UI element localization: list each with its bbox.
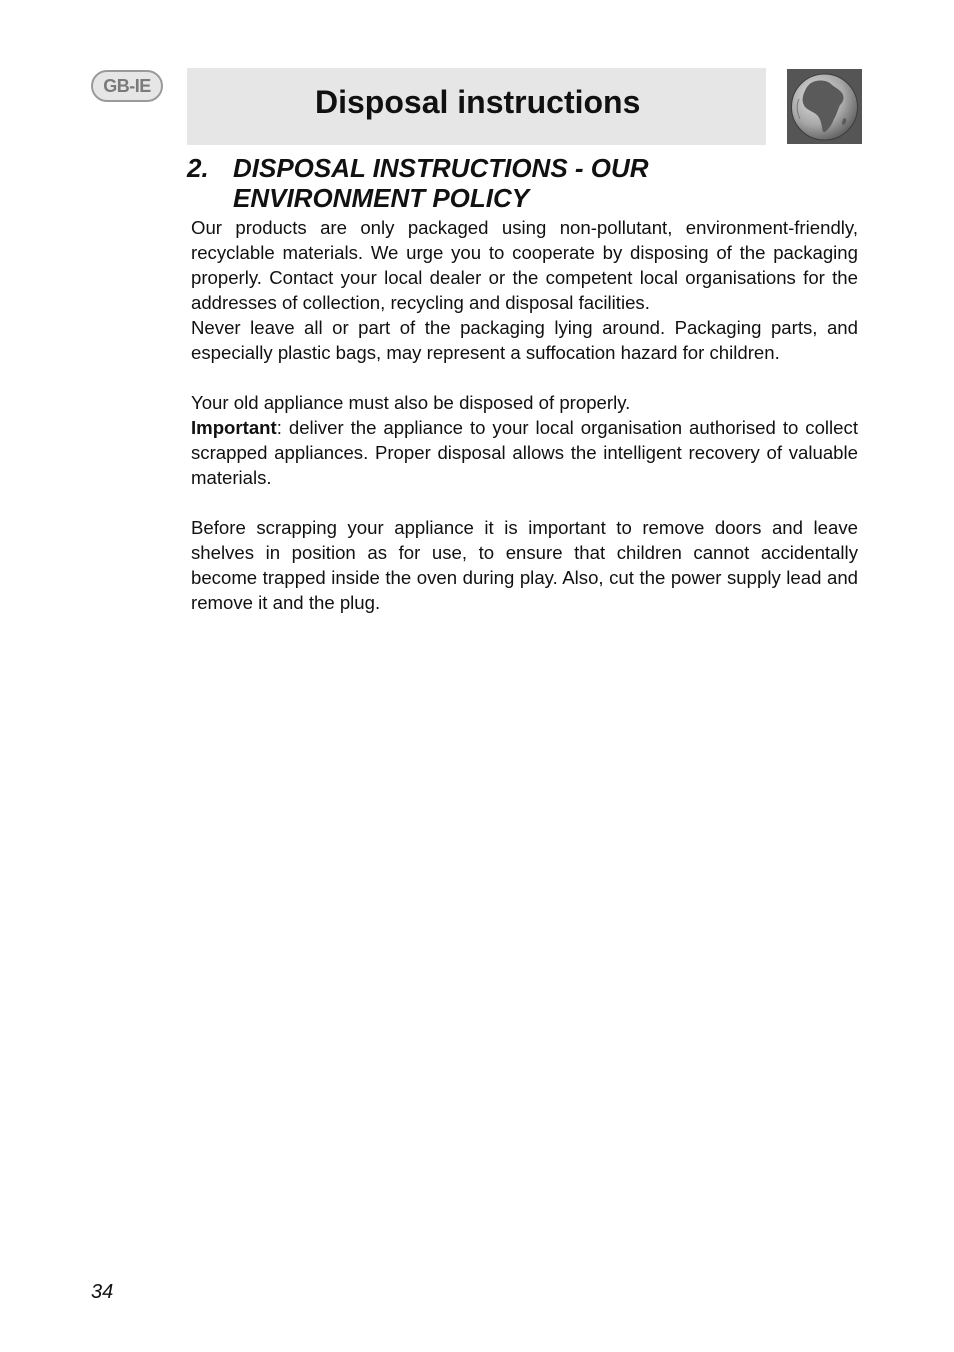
- section-number: 2.: [187, 153, 209, 183]
- language-badge: GB-IE: [91, 70, 163, 102]
- paragraph-packaging-hazard: Never leave all or part of the packaging lying around. Packaging parts, and especially plastic bags, may represent a suffocation hazard for children.: [191, 317, 858, 363]
- section-heading: [187, 153, 807, 213]
- header-band: [187, 68, 766, 145]
- page-title: Disposal instructions: [315, 84, 641, 120]
- paragraph-scrapping: Before scrapping your appliance it is important to remove doors and leave shelves in position as for use, to ensure that children cannot accidentally become trapped inside the oven during play. Also, cut the power supply lead and remove it and the plug.: [191, 517, 858, 613]
- paragraph-old-appliance: Your old appliance must also be disposed of properly.: [191, 392, 631, 413]
- important-text: : deliver the appliance to your local organisation authorised to collect scrapped appliances. Proper disposal allows the intelligent recovery of valuable materials.: [191, 417, 858, 488]
- important-label: Important: [191, 417, 277, 438]
- globe-icon: [787, 69, 862, 144]
- page-number: 34: [91, 1281, 114, 1303]
- paragraph-packaging-materials: Our products are only packaged using non-pollutant, environment-friendly, recyclable materials. We urge you to cooperate by disposing of the packaging properly. Contact your local dealer or the competent local organisations for the addresses of collection, recycling and disposal facilities.: [191, 217, 858, 313]
- section-heading-text: DISPOSAL INSTRUCTIONS - OUR ENVIRONMENT POLICY: [233, 153, 649, 213]
- paragraph-important: [191, 415, 858, 490]
- body-content: [191, 215, 858, 615]
